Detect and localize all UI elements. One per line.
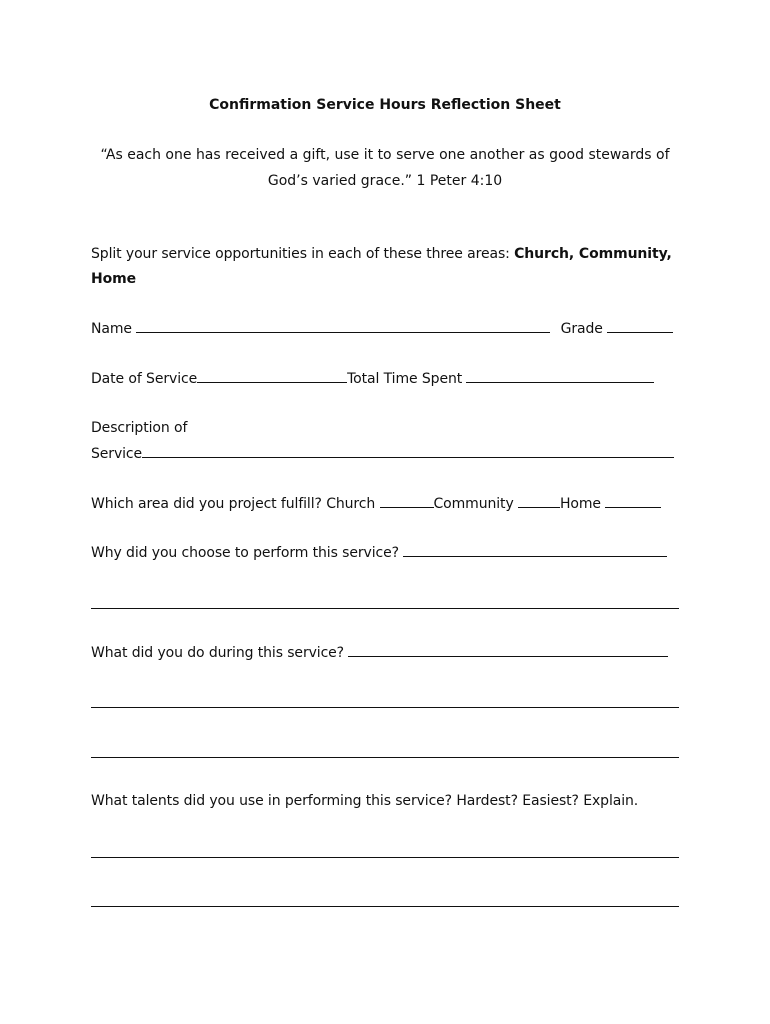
time-field[interactable]: [466, 368, 654, 383]
intro-line-1: [91, 244, 681, 264]
name-row: [91, 318, 681, 339]
description-row: [91, 443, 681, 464]
scripture-quote-line-2: God’s varied grace.” 1 Peter 4:10: [267, 173, 503, 189]
area-question: Which area did you project fulfill? Church: [91, 496, 376, 512]
home-label: Home: [560, 496, 601, 512]
scripture-quote-line-1: “As each one has received a gift, use it to serve one another as good stewards of: [100, 147, 670, 163]
description-field[interactable]: [142, 443, 674, 458]
what-answer-line-1[interactable]: [91, 707, 679, 708]
home-field[interactable]: [605, 493, 661, 508]
why-row: [91, 542, 681, 563]
date-label: Date of Service: [91, 371, 198, 387]
community-label: Community: [433, 496, 514, 512]
why-answer-line[interactable]: [91, 608, 679, 609]
intro-areas: Church, Community,: [514, 246, 672, 262]
intro-text: Split your service opportunities in each of these three areas:: [91, 246, 515, 262]
talents-answer-line-2[interactable]: [91, 906, 679, 907]
grade-label: Grade: [560, 321, 603, 337]
date-time-row: [91, 368, 681, 389]
intro-areas-home: Home: [91, 271, 137, 287]
what-answer-field[interactable]: [348, 642, 668, 657]
why-answer-field[interactable]: [403, 542, 667, 557]
talents-answer-line-1[interactable]: [91, 857, 679, 858]
date-field[interactable]: [197, 368, 347, 383]
name-label: Name: [91, 321, 132, 337]
description-label: Service: [91, 446, 143, 462]
area-row: [91, 493, 681, 514]
talents-question: What talents did you use in performing this service? Hardest? Easiest? Explain.: [91, 793, 639, 809]
intro-line-2: [91, 269, 681, 289]
why-question: Why did you choose to perform this service?: [91, 545, 399, 561]
grade-field[interactable]: [607, 318, 673, 333]
time-label: Total Time Spent: [347, 371, 463, 387]
church-field[interactable]: [380, 493, 434, 508]
what-row: [91, 642, 681, 663]
what-question: What did you do during this service?: [91, 645, 345, 661]
community-field[interactable]: [518, 493, 560, 508]
name-field[interactable]: [136, 318, 550, 333]
description-label-line-1: Description of: [91, 420, 188, 436]
what-answer-line-2[interactable]: [91, 757, 679, 758]
page-title: Confirmation Service Hours Reflection Sheet: [209, 97, 561, 113]
